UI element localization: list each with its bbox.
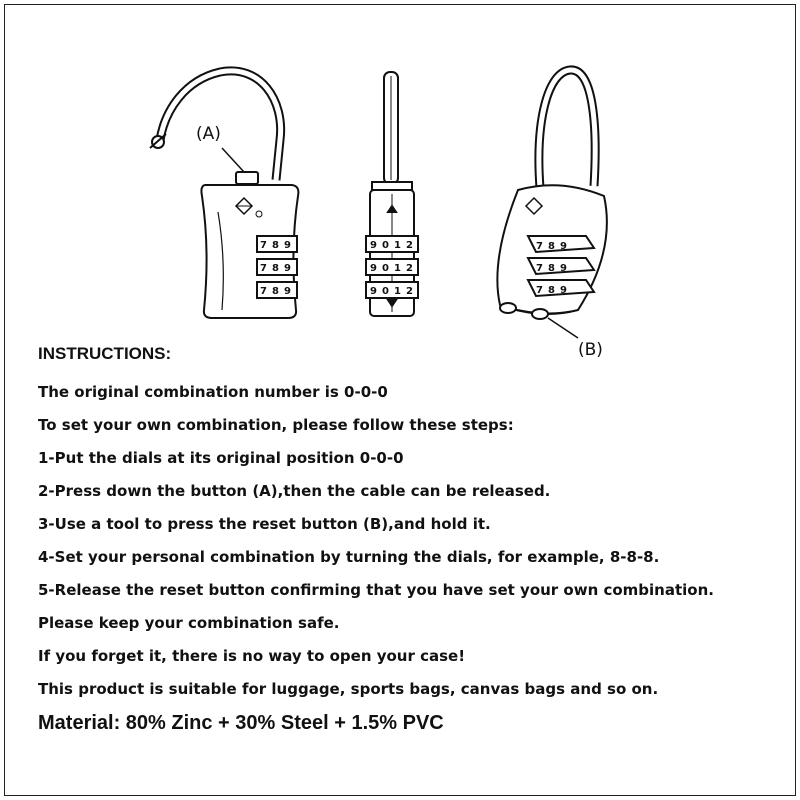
material-spec: Material: 80% Zinc + 30% Steel + 1.5% PVC [38,712,444,734]
side-dial-1-digit-0: 0 [382,240,389,251]
persp-dial-3-digit-9: 9 [560,285,567,296]
side-dial-3-digit-2: 2 [406,286,413,297]
persp-dial-3-digit-8: 8 [548,285,555,296]
front-dial-1-digit-9: 9 [284,240,291,251]
side-dial-3-digit-1: 1 [394,286,401,297]
instructions-heading: INSTRUCTIONS: [38,344,172,363]
front-dial-1-digit-8: 8 [272,240,279,251]
instruction-line: Please keep your combination safe. [38,614,340,632]
instruction-step-5: 5-Release the reset button confirming that you have set your own combination. [38,581,714,599]
side-dial-1-digit-2: 2 [406,240,413,251]
instruction-step-1: 1-Put the dials at its original position 0-0-0 [38,449,404,467]
persp-dial-2-digit-7: 7 [536,263,543,274]
side-dial-3-digit-0: 0 [382,286,389,297]
front-dial-digits [260,240,291,297]
persp-dial-2-digit-8: 8 [548,263,555,274]
instruction-line: This product is suitable for luggage, sports bags, canvas bags and so on. [38,680,659,698]
side-dial-1-digit-9: 9 [370,240,377,251]
side-dial-3-digit-9: 9 [370,286,377,297]
instruction-step-4: 4-Set your personal combination by turning the dials, for example, 8-8-8. [38,548,660,566]
instruction-line: To set your own combination, please follow these steps: [38,416,514,434]
persp-dial-2-digit-9: 9 [560,263,567,274]
front-dial-3-digit-7: 7 [260,286,267,297]
instruction-step-2: 2-Press down the button (A),then the cable can be released. [38,482,551,500]
front-dial-3-digit-9: 9 [284,286,291,297]
persp-dial-3-digit-7: 7 [536,285,543,296]
side-dial-2-digit-0: 0 [382,263,389,274]
front-dial-2-digit-7: 7 [260,263,267,274]
lock-front-view [150,71,298,318]
lock-perspective-view [497,70,607,319]
lock-illustrations [0,0,800,340]
persp-dial-1-digit-8: 8 [548,241,555,252]
side-dial-2-digit-2: 2 [406,263,413,274]
persp-dial-1-digit-9: 9 [560,241,567,252]
persp-dial-1-digit-7: 7 [536,241,543,252]
instruction-step-3: 3-Use a tool to press the reset button (B),and hold it. [38,515,491,533]
instruction-line: The original combination number is 0-0-0 [38,383,388,401]
front-dial-3-digit-8: 8 [272,286,279,297]
callout-b-leader [548,318,578,338]
lock-side-view [366,72,418,316]
side-dial-2-digit-1: 1 [394,263,401,274]
callout-a-leader [222,148,244,172]
instruction-line: If you forget it, there is no way to open your case! [38,647,466,665]
perspective-dial-digits [536,241,567,296]
side-dial-2-digit-9: 9 [370,263,377,274]
front-dial-2-digit-8: 8 [272,263,279,274]
instructions-section [38,340,778,706]
callout-b-label: (B) [578,340,603,360]
front-dial-2-digit-9: 9 [284,263,291,274]
callout-a-label: (A) [196,124,221,144]
side-dial-1-digit-1: 1 [394,240,401,251]
front-dial-1-digit-7: 7 [260,240,267,251]
